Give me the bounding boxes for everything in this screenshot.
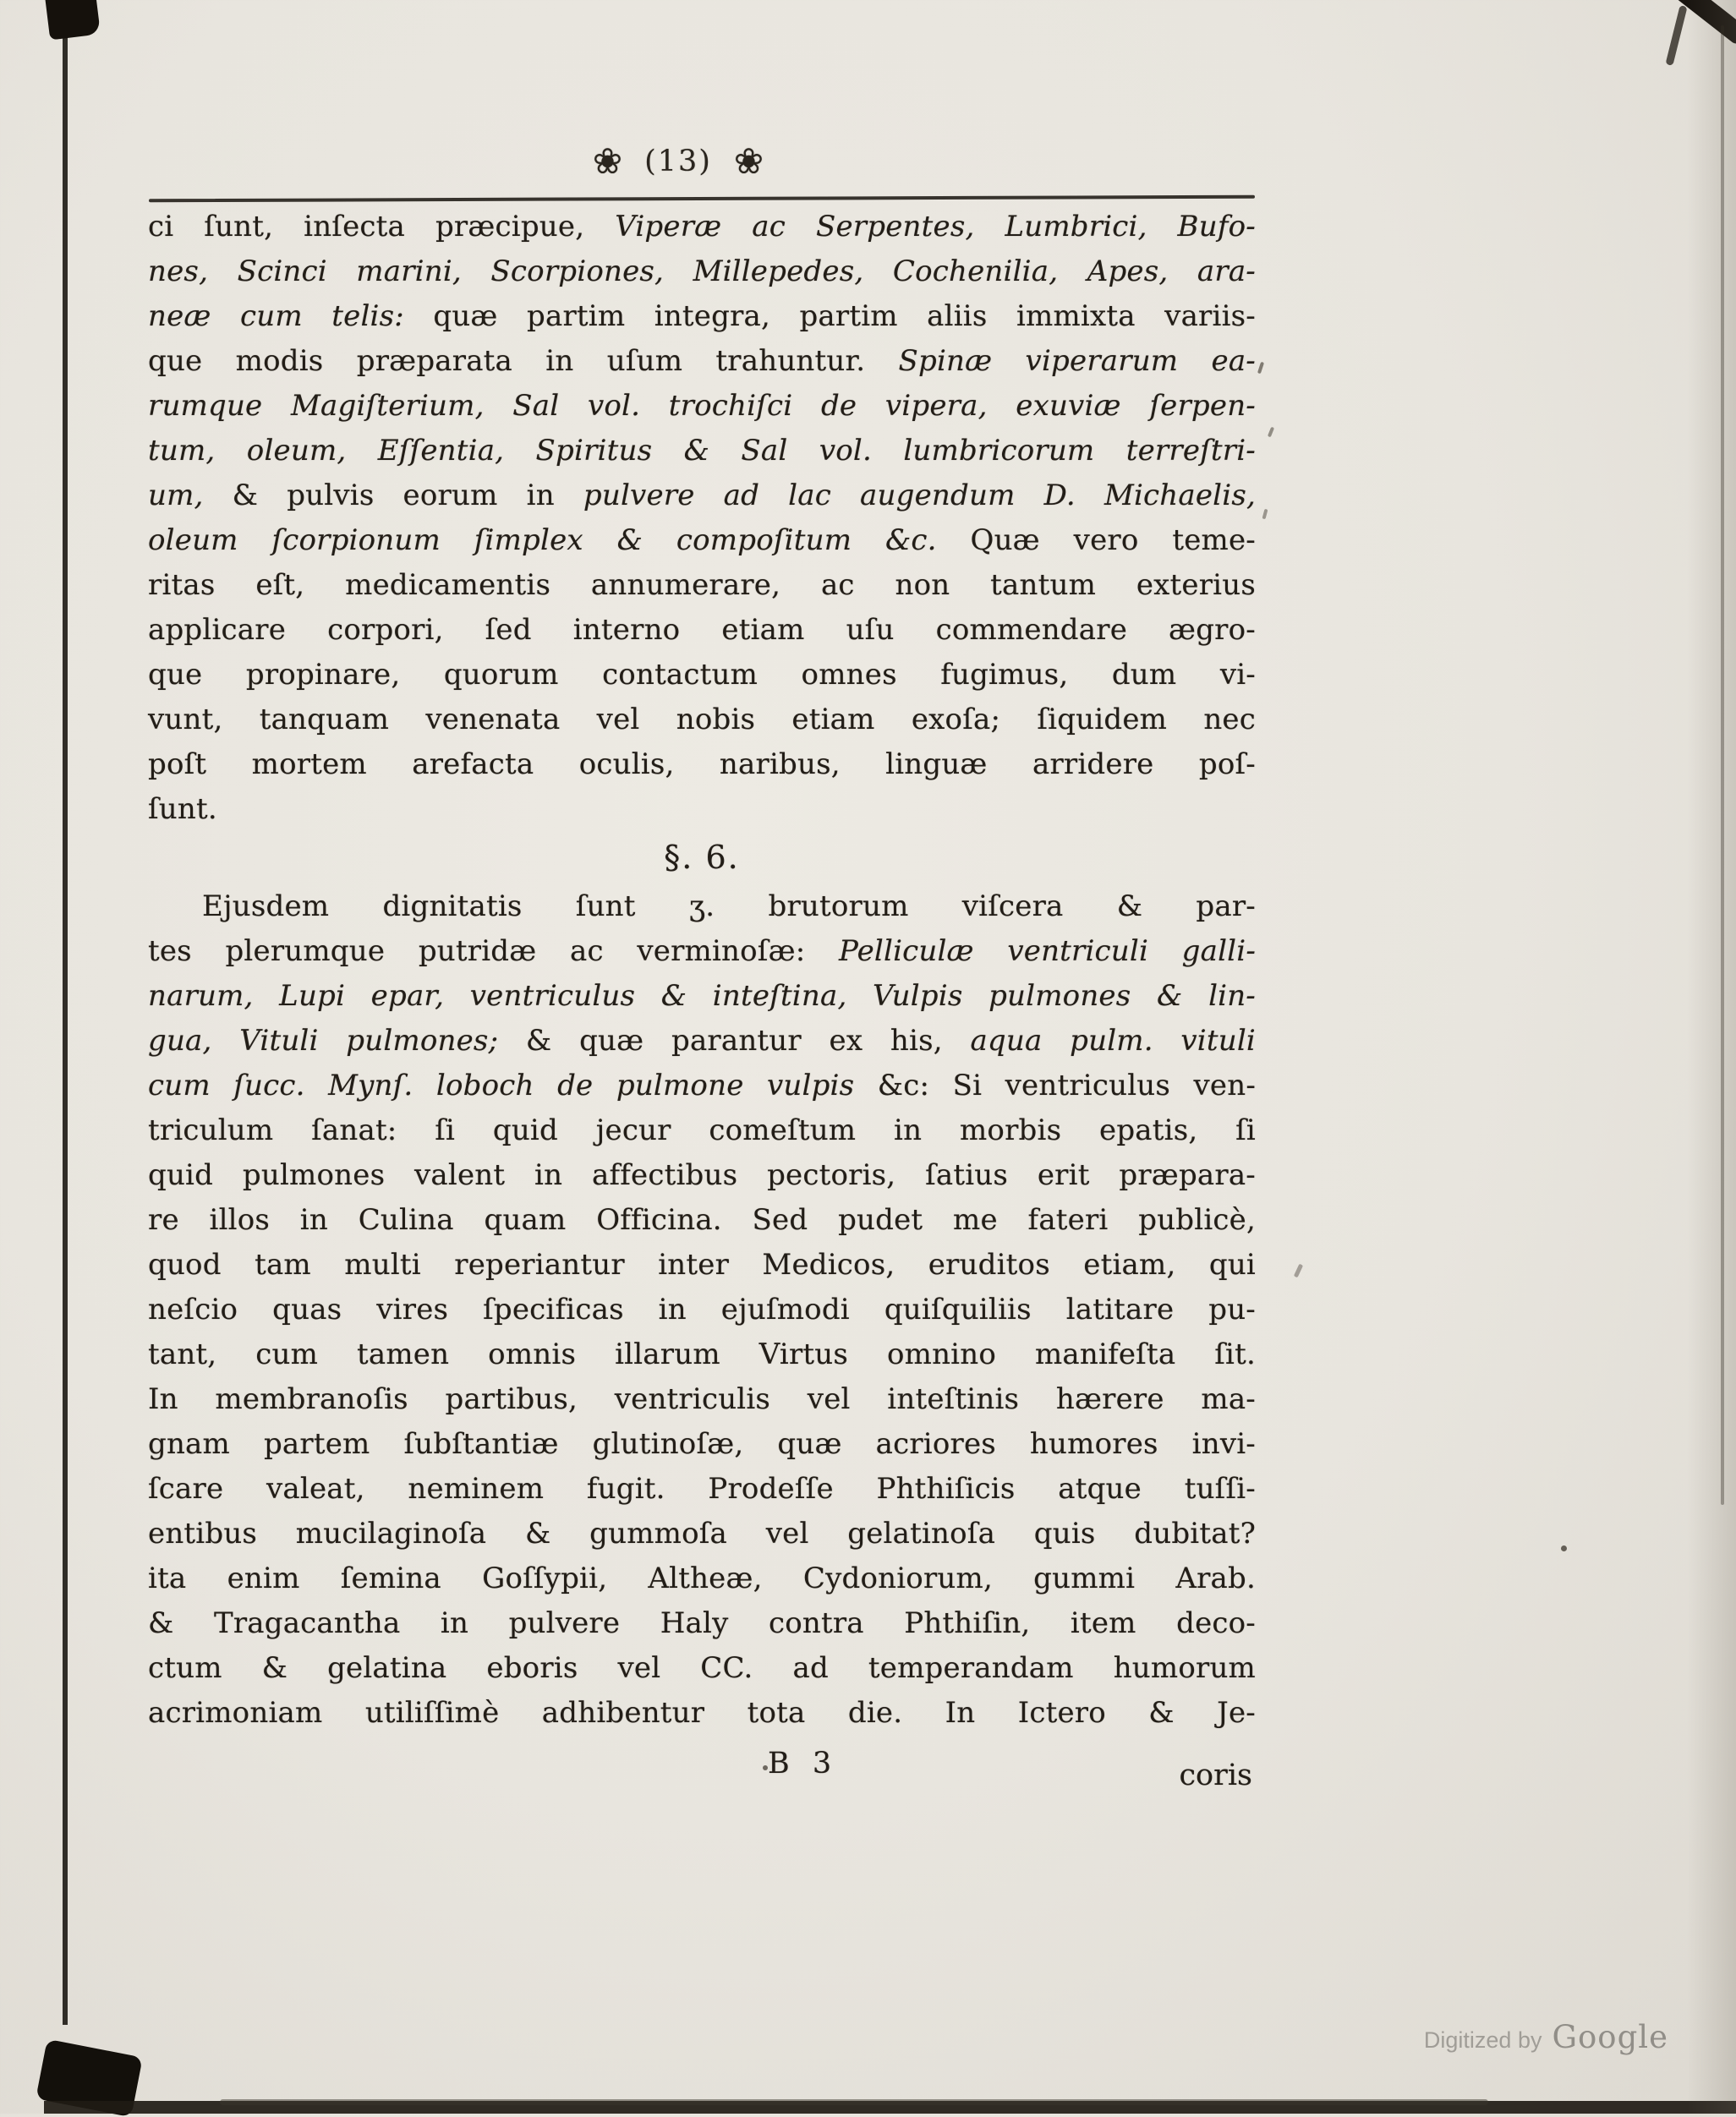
text-line: tum, oleum, Eſſentia, Spiritus & Sal vol. lumbricorum terreſtri- xyxy=(148,434,1256,468)
scan-artifact xyxy=(1561,1545,1567,1551)
text-line: applicare corpori, ſed interno etiam uſu commendare ægro- xyxy=(148,613,1256,647)
text-line: ſcare valeat, neminem fugit. Prodeſſe Phthiſicis atque tuſſi- xyxy=(148,1472,1256,1506)
signature-mark: B 3 xyxy=(768,1747,839,1781)
watermark-text: Digitized by xyxy=(1423,2027,1542,2053)
header-rule xyxy=(149,195,1255,203)
text-line: & Tragacantha in pulvere Haly contra Phthiſin, item deco- xyxy=(148,1606,1256,1640)
scan-artifact xyxy=(45,0,101,40)
scan-artifact xyxy=(44,2101,1736,2114)
google-logo: Google xyxy=(1552,2019,1668,2055)
scan-artifact xyxy=(1687,0,1736,2114)
scan-artifact xyxy=(1294,1264,1303,1278)
scan-artifact xyxy=(1721,25,1724,1505)
text-line: um, & pulvis eorum in pulvere ad lac augendum D. Michaelis, xyxy=(148,479,1256,512)
text-line: gnam partem ſubſtantiæ glutinoſæ, quæ acriores humores invi- xyxy=(148,1427,1256,1461)
text-line: neſcio quas vires ſpecificas in ejuſmodi quiſquiliis latitare pu- xyxy=(148,1293,1256,1327)
text-line: que modis præparata in uſum trahuntur. Spinæ viperarum ea- xyxy=(148,344,1256,378)
text-line: ita enim ſemina Goſſypii, Altheæ, Cydoniorum, gummi Arab. xyxy=(148,1562,1256,1595)
text-line: acrimoniam utiliſſimè adhibentur tota die. In Ictero & Je- xyxy=(148,1696,1256,1730)
scan-artifact xyxy=(1665,5,1687,66)
text-line: Ejusdem dignitatis ſunt ʒ. brutorum viſcera & par- xyxy=(202,889,1256,923)
scan-artifact xyxy=(1268,427,1274,438)
text-line: que propinare, quorum contactum omnes fugimus, dum vi- xyxy=(148,658,1256,692)
text-line: nes, Scinci marini, Scorpiones, Millepedes, Cochenilia, Apes, ara- xyxy=(148,254,1256,288)
text-body xyxy=(148,205,1256,1736)
text-line: cum ſucc. Mynſ. loboch de pulmone vulpis &c: Si ventriculus ven- xyxy=(148,1069,1257,1102)
text-line: oleum ſcorpionum ſimplex & compoſitum &c. Quæ vero teme- xyxy=(148,523,1256,557)
text-line: gua, Vituli pulmones; & quæ parantur ex his, aqua pulm. vituli xyxy=(148,1024,1256,1058)
scan-artifact xyxy=(763,1765,768,1770)
scan-artifact xyxy=(36,2039,143,2117)
catchword: coris xyxy=(1179,1759,1252,1792)
text-line: tant, cum tamen omnis illarum Virtus omnino manifeſta ſit. xyxy=(148,1337,1256,1371)
text-line: re illos in Culina quam Officina. Sed pudet me fateri publicè, xyxy=(148,1203,1256,1237)
scan-artifact xyxy=(1631,0,1736,46)
text-line: neæ cum telis: quæ partim integra, partim aliis immixta variis- xyxy=(148,299,1256,333)
text-line: vunt, tanquam venenata vel nobis etiam exoſa; ſiquidem nec xyxy=(148,703,1256,736)
scan-artifact xyxy=(63,0,68,2025)
scan-artifact xyxy=(1257,362,1264,375)
text-line: tes plerumque putridæ ac verminoſæ: Pelliculæ ventriculi galli- xyxy=(148,934,1257,968)
text-line: poſt mortem arefacta oculis, naribus, linguæ arridere poſ- xyxy=(148,747,1256,781)
text-line: entibus mucilaginoſa & gummoſa vel gelatinoſa quis dubitat? xyxy=(148,1517,1256,1551)
text-line: ci ſunt, inſecta præcipue, Viperæ ac Serpentes, Lumbrici, Bufo- xyxy=(148,210,1256,243)
text-line: ritas eſt, medicamentis annumerare, ac non tantum exterius xyxy=(148,568,1256,602)
google-watermark xyxy=(1424,2019,1668,2055)
text-line: quid pulmones valent in affectibus pectoris, ſatius erit præpara- xyxy=(148,1158,1256,1192)
text-line: In membranoſis partibus, ventriculis vel inteſtinis hærere ma- xyxy=(148,1382,1256,1416)
page-footer xyxy=(148,1747,1256,1791)
page-number: (13) xyxy=(644,145,712,178)
fleuron-ornament-right-icon: ❀ xyxy=(733,140,764,182)
scan-artifact xyxy=(1262,509,1268,520)
text-line: ſunt. xyxy=(148,792,217,826)
page-header xyxy=(124,140,1232,182)
section-heading: §. 6. xyxy=(664,839,740,876)
text-line: triculum ſanat: ſi quid jecur comeſtum in morbis epatis, ſi xyxy=(148,1113,1256,1147)
scan-artifact xyxy=(220,2099,1488,2105)
text-line: rumque Magiſterium, Sal vol. trochiſci de vipera, exuviæ ſerpen- xyxy=(148,389,1256,423)
text-line: quod tam multi reperiantur inter Medicos, eruditos etiam, qui xyxy=(148,1248,1256,1282)
text-line: ctum & gelatina eboris vel CC. ad temperandam humorum xyxy=(148,1651,1256,1685)
fleuron-ornament-left-icon: ❀ xyxy=(592,140,623,182)
text-line: narum, Lupi epar, ventriculus & inteſtina, Vulpis pulmones & lin- xyxy=(148,979,1256,1013)
